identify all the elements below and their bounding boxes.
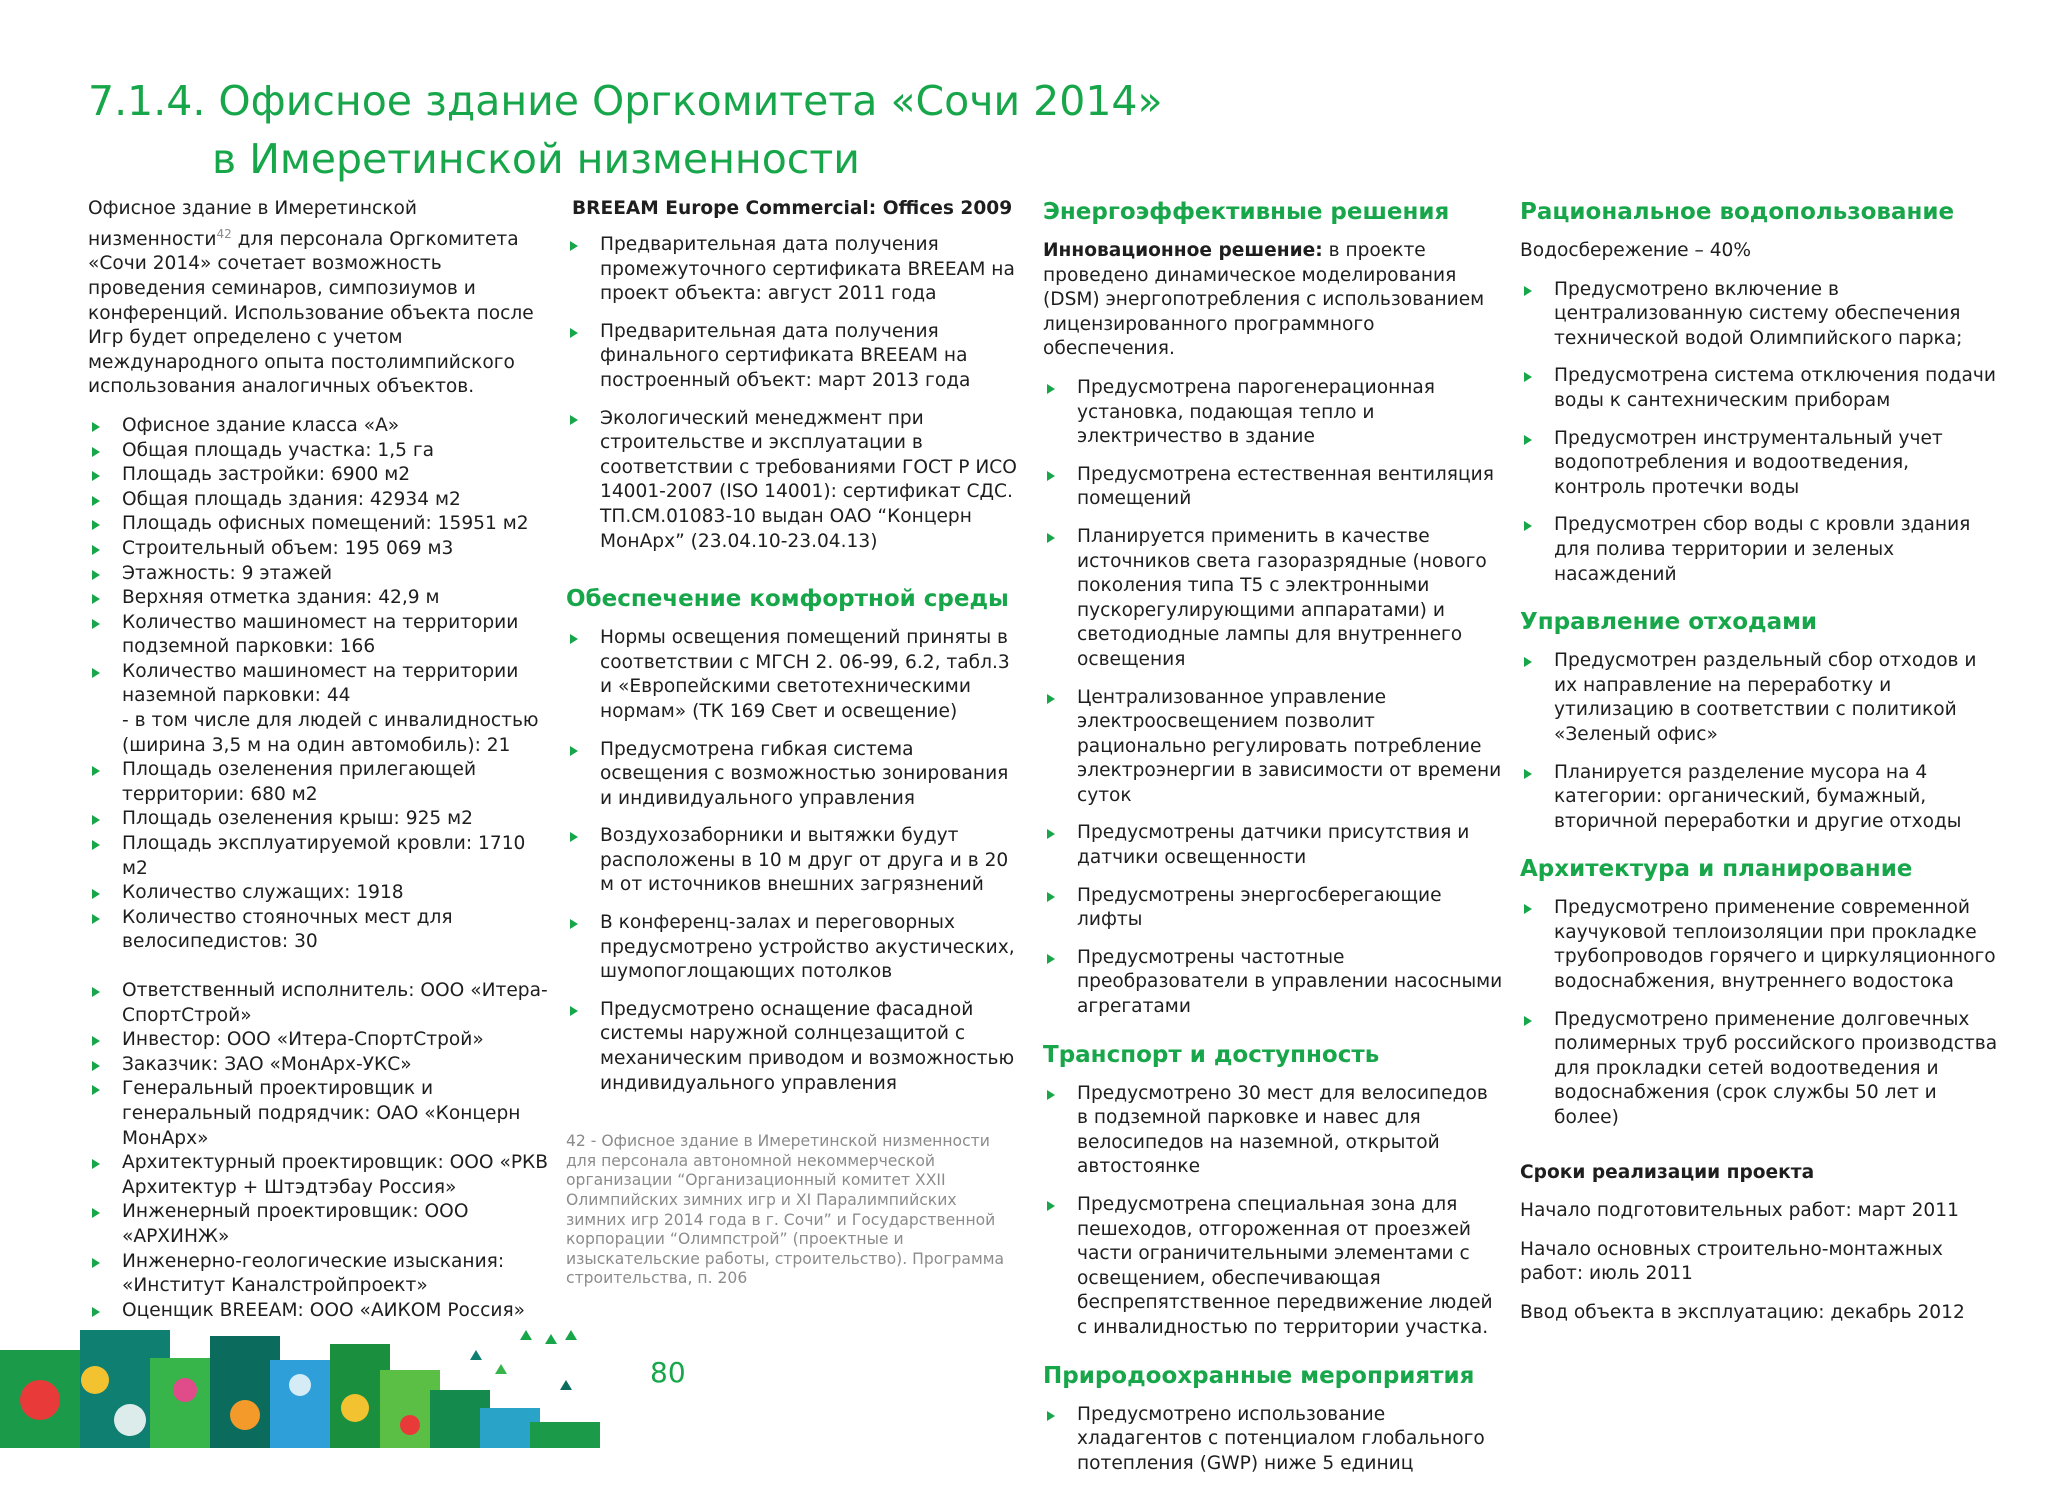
list-item: Предусмотрено 30 мест для велосипедов в подземной парковке и навес для велосипедов на наземной, открытой автостоянке [1043, 1082, 1503, 1180]
list-item: Ответственный исполнитель: ООО «Итера-СпортСтрой» [88, 979, 548, 1028]
parking-disabled-note: - в том числе для людей с инвалидностью (ширина 3,5 м на один автомобиль): 21 [122, 710, 539, 756]
list-item: Площадь офисных помещений: 15951 м2 [88, 512, 548, 537]
transport-heading: Транспорт и доступность [1043, 1041, 1380, 1068]
list-item: Централизованное управление электроосвещением позволит рационально регулировать потребление электроэнергии в зависимости от времени суток [1043, 686, 1503, 809]
column-certification [566, 197, 1018, 1303]
list-item: Офисное здание класса «А» [88, 414, 548, 439]
footnote-ref: 42 [216, 226, 232, 241]
certification-list [566, 233, 1018, 554]
title-line-1: 7.1.4. Офисное здание Оргкомитета «Сочи 2014» [88, 77, 1163, 125]
list-item: Предусмотрено оснащение фасадной системы наружной солнцезащитой с механическим приводом и возможностью индивидуального управления [566, 998, 1018, 1096]
architecture-list [1520, 896, 1998, 1130]
energy-list [1043, 376, 1503, 1020]
timeline-item: Начало основных строительно-монтажных работ: июль 2011 [1520, 1238, 1943, 1285]
timeline-item: Начало подготовительных работ: март 2011 [1520, 1200, 1959, 1222]
nature-heading: Природоохранные мероприятия [1043, 1362, 1475, 1389]
participants-list [88, 979, 548, 1323]
list-item: Площадь озеленения крыш: 925 м2 [88, 807, 548, 832]
list-item: Верхняя отметка здания: 42,9 м [88, 586, 548, 611]
list-item: Архитектурный проектировщик: ООО «РКВ Архитектур + Штэдтэбау Россия» [88, 1151, 548, 1200]
timeline-heading: Сроки реализации проекта [1520, 1161, 1815, 1183]
list-item: Общая площадь здания: 42934 м2 [88, 488, 548, 513]
list-item: Предусмотрено применение долговечных полимерных труб российского производства для прокладки сетей водоотведения и водоснабжения (срок службы 50 лет и более) [1520, 1008, 1998, 1131]
page-title [88, 72, 1163, 188]
timeline-item: Ввод объекта в эксплуатацию: декабрь 2012 [1520, 1302, 1965, 1323]
list-item: Предусмотрены частотные преобразователи в управлении насосными агрегатами [1043, 946, 1503, 1020]
list-item: Площадь эксплуатируемой кровли: 1710 м2 [88, 832, 548, 881]
list-item: Предусмотрено применение современной каучуковой теплоизоляции при прокладке трубопроводов горячего и циркуляционного водоснабжения, внутреннего водостока [1520, 896, 1998, 994]
waste-list [1520, 649, 1998, 834]
list-item: Воздухозаборники и вытяжки будут расположены в 10 м друг от друга и в 20 м от источников внешних загрязнений [566, 824, 1018, 898]
list-item: Количество стояночных мест для велосипедистов: 30 [88, 906, 548, 955]
waste-heading: Управление отходами [1520, 609, 1818, 636]
list-item: Площадь озеленения прилегающей территории: 680 м2 [88, 758, 548, 807]
column-water [1520, 197, 1998, 1340]
architecture-heading: Архитектура и планирование [1520, 856, 1913, 883]
list-item: В конференц-залах и переговорных предусмотрено устройство акустических, шумопоглощающих потолков [566, 911, 1018, 985]
list-item: Предусмотрена специальная зона для пешеходов, отгороженная от проезжей части ограничительными элементами с освещением, обеспечивающая беспрепятственное передвижение людей с инвалидностью по территории участка. [1043, 1193, 1503, 1341]
list-item: Количество машиномест на территории наземной парковки: 44 - в том числе для людей с инвалидностью (ширина 3,5 м на один автомобиль): 21 [88, 660, 548, 758]
breeam-heading: BREEAM Europe Commercial: Offices 2009 [572, 198, 1013, 219]
comfort-heading: Обеспечение комфортной среды [566, 586, 1009, 613]
list-item: Предусмотрено включение в централизованную систему обеспечения технической водой Олимпийского парка; [1520, 278, 1998, 352]
title-line-2: в Имеретинской низменности [212, 135, 860, 183]
list-item: Предусмотрен инструментальный учет водопотребления и водоотведения, контроль протечки воды [1520, 427, 1998, 501]
list-item: Инженерно-геологические изыскания: «Институт Каналстройпроект» [88, 1250, 548, 1299]
intro-paragraph: Офисное здание в Имеретинской низменности$^{42}$ для персонала Оргкомитета «Сочи 2014» сочетает возможность проведения семинаров, симпозиумов и конференций. Использование объекта после Игр будет определено с учетом международного опыта постолимпийского использования аналогичных объектов. [88, 198, 534, 398]
list-item: Планируется разделение мусора на 4 категории: органический, бумажный, вторичной переработки и другие отходы [1520, 761, 1998, 835]
list-item: Площадь застройки: 6900 м2 [88, 463, 548, 488]
comfort-list [566, 626, 1018, 1096]
list-item: Экологический менеджмент при строительстве и эксплуатации в соответствии с требованиями ГОСТ Р ИСО 14001-2007 (ISO 14001): сертификат СДС. ТП.СМ.01083-10 выдан ОАО “Концерн МонАрх” (23.04.10-23.04.13) [566, 407, 1018, 555]
list-item: Предусмотрен сбор воды с кровли здания для полива территории и зеленых насаждений [1520, 513, 1998, 587]
list-item: Предусмотрена гибкая система освещения с возможностью зонирования и индивидуального управления [566, 738, 1018, 812]
list-item: Оценщик BREEAM: ООО «АИКОМ Россия» [88, 1299, 548, 1324]
list-item: Количество машиномест на территории подземной парковки: 166 [88, 611, 548, 660]
column-overview [88, 197, 548, 1337]
list-item: Инженерный проектировщик: ООО «АРХИНЖ» [88, 1200, 548, 1249]
list-item: Предусмотрены датчики присутствия и датчики освещенности [1043, 821, 1503, 870]
page-number: 80 [650, 1356, 686, 1389]
list-item: Предусмотрено использование хладагентов с потенциалом глобального потепления (GWP) ниже 5 единиц [1043, 1403, 1503, 1477]
list-item: Предусмотрен раздельный сбор отходов и их направление на переработку и утилизацию в соответствии с политикой «Зеленый офис» [1520, 649, 1998, 747]
transport-list [1043, 1082, 1503, 1341]
energy-heading: Энергоэффективные решения [1043, 199, 1450, 225]
list-item: Заказчик: ЗАО «МонАрх-УКС» [88, 1053, 548, 1078]
list-item: Инвестор: ООО «Итера-СпортСтрой» [88, 1028, 548, 1053]
list-item: Этажность: 9 этажей [88, 562, 548, 587]
footnote: 42 - Офисное здание в Имеретинской низменности для персонала автономной некоммерческой организации “Организационный комитет XXII Олимпийских зимних игр и XI Паралимпийских зимних игр 2014 года в г. Сочи” и Государственной корпорации “Олимпстрой” (проектные и изыскательские работы, строительство). Программа строительства, п. 206 [566, 1132, 1005, 1288]
list-item: Предусмотрена система отключения подачи воды к сантехническим приборам [1520, 364, 1998, 413]
water-heading: Рациональное водопользование [1520, 199, 1955, 225]
list-item: Общая площадь участка: 1,5 га [88, 439, 548, 464]
innovation-paragraph: Инновационное решение: в проекте проведено динамическое моделирования (DSM) энергопотребления с использованием лицензированного программного обеспечения. [1043, 240, 1485, 360]
water-list [1520, 278, 1998, 588]
list-item: Генеральный проектировщик и генеральный подрядчик: ОАО «Концерн МонАрх» [88, 1077, 548, 1151]
list-item: Количество служащих: 1918 [88, 881, 548, 906]
list-item: Предусмотрена естественная вентиляция помещений [1043, 463, 1503, 512]
facts-list [88, 414, 548, 955]
water-saving: Водосбережение – 40% [1520, 240, 1752, 261]
list-item: Планируется применить в качестве источников света газоразрядные (нового поколения типа Т5 с электронными пускорегулирующими аппаратами) и светодиодные лампы для внутреннего освещения [1043, 525, 1503, 673]
list-item: Предусмотрена парогенерационная установка, подающая тепло и электричество в здание [1043, 376, 1503, 450]
decorative-pattern [0, 1330, 600, 1448]
list-item: Предварительная дата получения промежуточного сертификата BREEAM на проект объекта: август 2011 года [566, 233, 1018, 307]
column-energy [1043, 197, 1503, 1490]
nature-list [1043, 1403, 1503, 1477]
list-item: Строительный объем: 195 069 м3 [88, 537, 548, 562]
list-item: Нормы освещения помещений приняты в соответствии с МГСН 2. 06-99, 6.2, табл.3 и «Европейскими светотехническими нормам» (ТК 169 Свет и освещение) [566, 626, 1018, 724]
list-item: Предусмотрены энергосберегающие лифты [1043, 884, 1503, 933]
list-item: Предварительная дата получения финального сертификата BREEAM на построенный объект: март 2013 года [566, 320, 1018, 394]
